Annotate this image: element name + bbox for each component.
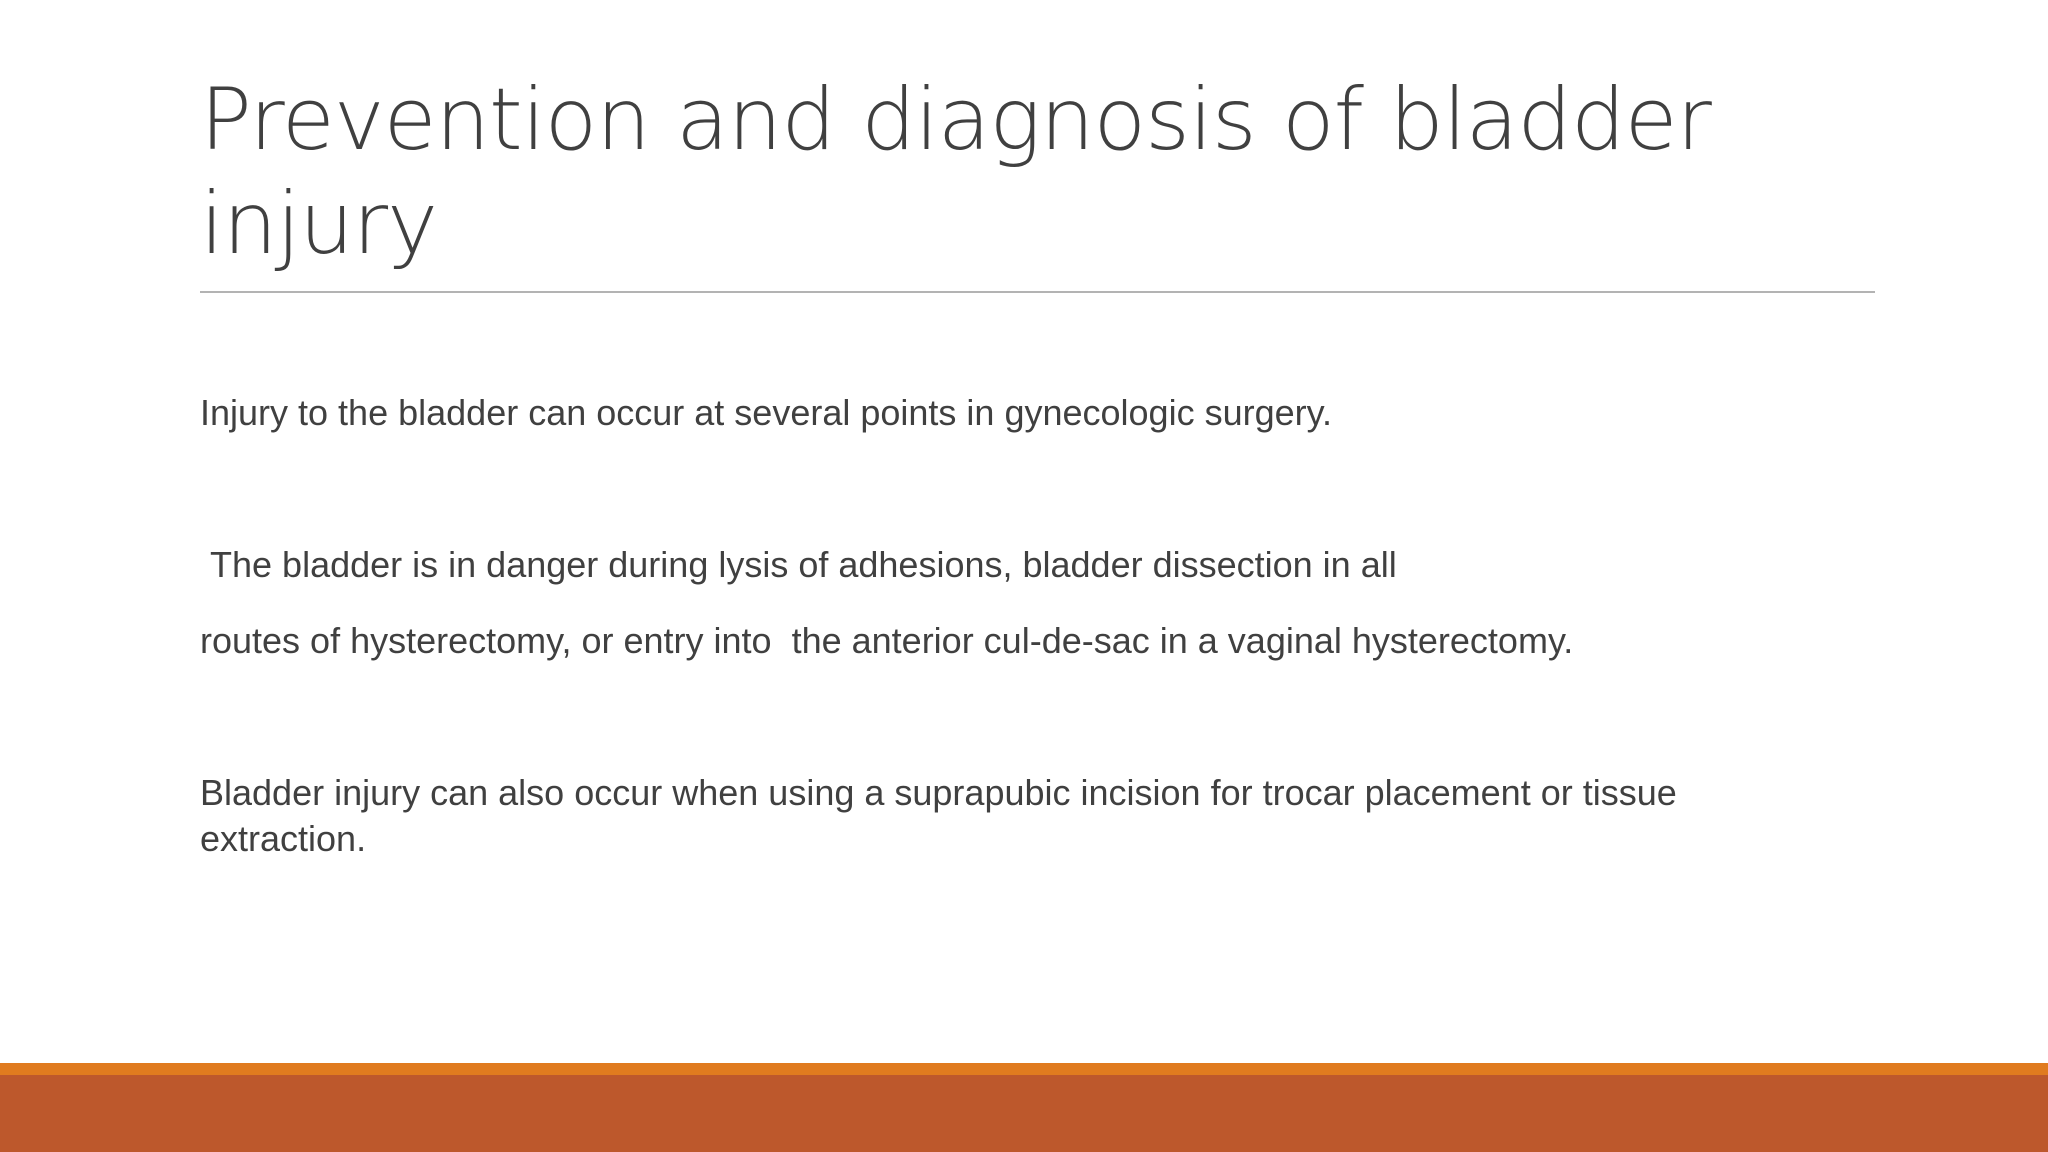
body-paragraph-3: Bladder injury can also occur when using a suprapubic incision for trocar placement or tissue extraction.: [200, 772, 1687, 859]
title-divider: [200, 291, 1875, 293]
body-paragraph-1: Injury to the bladder can occur at several points in gynecologic surgery.: [200, 392, 1332, 433]
body-paragraph-2-line-2: routes of hysterectomy, or entry into the anterior cul-de-sac in a vaginal hysterectomy.: [200, 620, 1574, 661]
slide-title: Prevention and diagnosis of bladder injury: [200, 70, 1711, 274]
footer-accent-stripe: [0, 1063, 2048, 1075]
footer-bar: [0, 1075, 2048, 1152]
body-paragraph-2-line-1: The bladder is in danger during lysis of adhesions, bladder dissection in all: [200, 544, 1397, 585]
